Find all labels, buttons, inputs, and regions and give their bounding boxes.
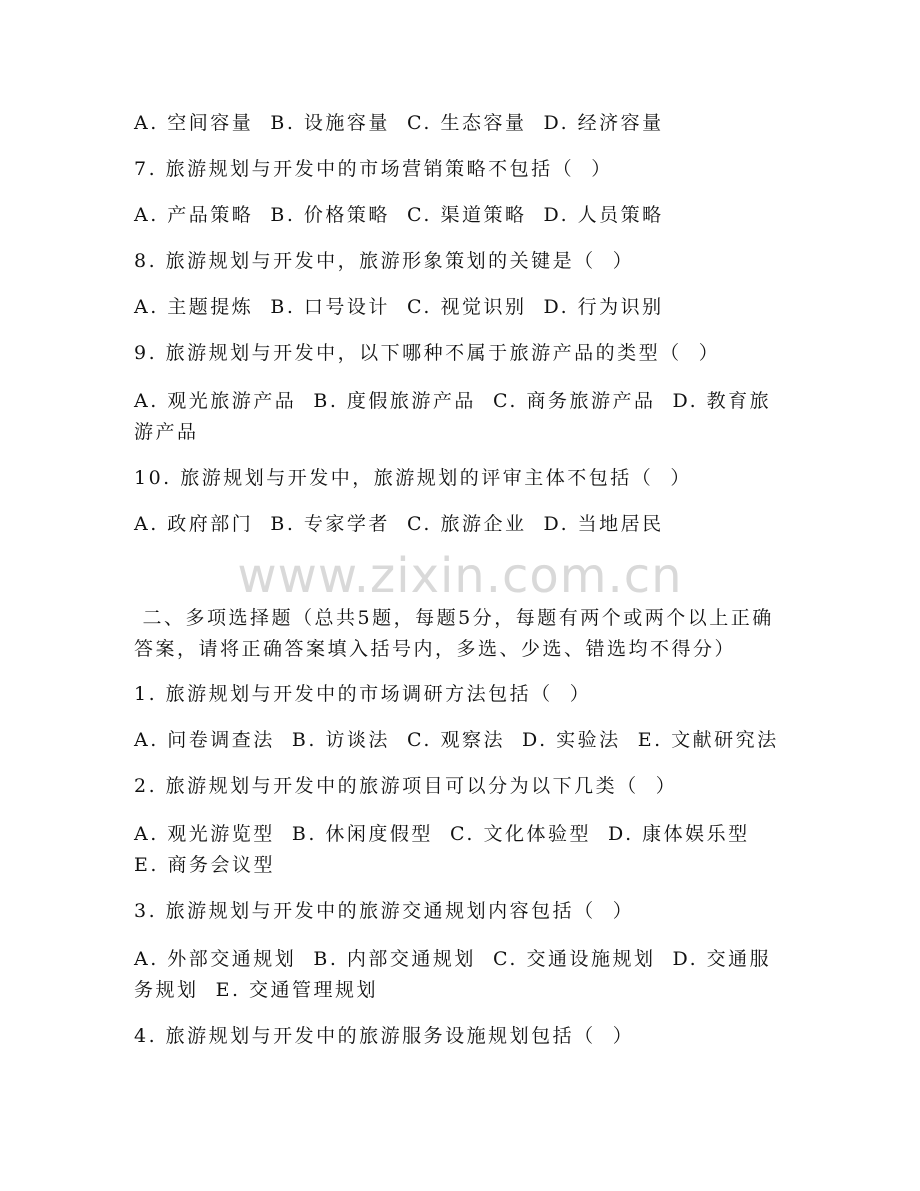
- section-heading-multiple-choice: 二、多项选择题（总共5题，每题5分，每题有两个或两个以上正确答案，请将正确答案填入括号内，多选、少选、错选均不得分）: [134, 607, 774, 660]
- q7-options: A. 产品策略 B. 价格策略 C. 渠道策略 D. 人员策略: [134, 204, 664, 226]
- q7-question: 7. 旅游规划与开发中的市场营销策略不包括（ ）: [134, 158, 613, 180]
- q6-options: A. 空间容量 B. 设施容量 C. 生态容量 D. 经济容量: [134, 112, 664, 134]
- mq2-options: A. 观光游览型 B. 休闲度假型 C. 文化体验型 D. 康体娱乐型 E. 商务会议型: [134, 823, 767, 876]
- q9-question: 9. 旅游规划与开发中，以下哪种不属于旅游产品的类型（ ）: [134, 342, 721, 364]
- q8-question: 8. 旅游规划与开发中，旅游形象策划的关键是（ ）: [134, 250, 635, 272]
- watermark: www.zixin.com.cn: [237, 548, 683, 604]
- q10-options: A. 政府部门 B. 专家学者 C. 旅游企业 D. 当地居民: [134, 513, 664, 535]
- q10-question: 10. 旅游规划与开发中，旅游规划的评审主体不包括（ ）: [134, 467, 692, 489]
- mq4-question: 4. 旅游规划与开发中的旅游服务设施规划包括（ ）: [134, 1025, 635, 1047]
- mq1-options: A. 问卷调查法 B. 访谈法 C. 观察法 D. 实验法 E. 文献研究法: [134, 729, 779, 751]
- q8-options: A. 主题提炼 B. 口号设计 C. 视觉识别 D. 行为识别: [134, 296, 664, 318]
- q9-options: A. 观光旅游产品 B. 度假旅游产品 C. 商务旅游产品 D. 教育旅游产品: [134, 390, 772, 443]
- mq2-question: 2. 旅游规划与开发中的旅游项目可以分为以下几类（ ）: [134, 775, 678, 797]
- mq3-options: A. 外部交通规划 B. 内部交通规划 C. 交通设施规划 D. 交通服务规划 E. 交通管理规划: [134, 948, 772, 1001]
- mq3-question: 3. 旅游规划与开发中的旅游交通规划内容包括（ ）: [134, 900, 635, 922]
- mq1-question: 1. 旅游规划与开发中的市场调研方法包括（ ）: [134, 683, 592, 705]
